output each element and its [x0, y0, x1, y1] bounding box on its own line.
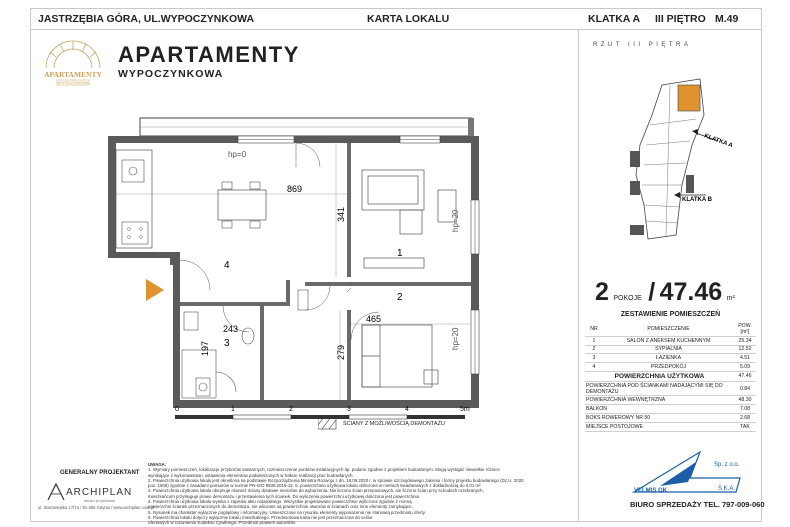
rooms-count: 2 [595, 278, 609, 306]
floor-label: III PIĘTRO [655, 13, 706, 25]
extra-label: MIEJSCE POSTOJOWE [585, 422, 734, 431]
table-row [585, 354, 756, 363]
scale-tick-3: 3 [347, 406, 351, 413]
archiplan-name: ARCHIPLAN [66, 487, 133, 498]
row-area: 25.34 [734, 336, 756, 345]
table-row [585, 414, 756, 423]
window-label-hp0: hp=0 [228, 150, 247, 159]
usable-area-label: POWIERZCHNIA UŻYTKOWA [585, 371, 734, 381]
note-line: 6. Powierzchnia lokalu dotyczy wyłącznie lokalu mieszkalnego. Przedmiotowa karta nie jest przeznaczona do celów [148, 514, 373, 520]
key-plan [600, 55, 750, 260]
extra-label: POWIERZCHNIA WEWNĘTRZNA [585, 396, 734, 405]
unit-headline: 2 POKOJE / 47.46 m² [595, 278, 735, 306]
notes-title: UWAGA: [148, 462, 167, 467]
dimension-341: 341 [336, 206, 346, 222]
note-line: mieszkańcom przysługuje prawo demontażu i przestawienia tych ścianek. Do wyliczenia powierzchni użytkowej doliczona jest powierzchnia [148, 493, 419, 499]
notes-block [148, 462, 614, 526]
table-row [585, 422, 756, 431]
keyplan-unit-highlight [678, 85, 700, 111]
row-name: ŁAZIENKA [603, 354, 734, 363]
room-number-4: 4 [224, 260, 230, 271]
extra-value: 48.30 [734, 396, 756, 405]
brand-logo [36, 36, 110, 94]
logo-sub-wordmark: WYPOCZYNKOWA [57, 81, 89, 85]
usable-area-row [585, 371, 756, 381]
keyplan-label-b: KLATKA B [682, 197, 712, 203]
keyplan-label-a: KLATKA A [703, 133, 734, 150]
extra-value: 2.68 [734, 414, 756, 423]
rooms-label: POKOJE [613, 295, 642, 302]
table-row [585, 405, 756, 414]
note-line: 1. Wymiary pomieszczeń, lokalizacje przyborów sanitarnych, rozmieszczenie punktów instalacyjnych itp. podano zgodnie z projektem budowlanym. Mogą wystąpić niewielkie różnice [148, 467, 500, 473]
developer-name: VELMIS GK [634, 488, 668, 494]
scale-tick-4: 4 [405, 406, 409, 413]
developer-suffix-bottom: S.K.A. [718, 486, 736, 492]
extra-label: BOKS ROWEROWY NR 50 [585, 414, 734, 423]
room-number-1: 1 [397, 248, 403, 259]
table-row [585, 381, 756, 396]
floor-plan [100, 110, 580, 415]
table-row [585, 363, 756, 372]
row-nr: 3 [585, 354, 603, 363]
summary-title: ZESTAWIENIE POMIESZCZEŃ [620, 311, 721, 318]
row-name: SYPIALNIA [603, 345, 734, 354]
row-name: SALON Z ANEKSEM KUCHENNYM [603, 336, 734, 345]
window-label-hp20-top: hp=20 [451, 209, 460, 232]
location-label: JASTRZĘBIA GÓRA, UL.WYPOCZYNKOWA [38, 13, 255, 25]
note-line: wynikające z wykonawstwa i ustawienia elementów podwieszonych w trakcie realizacji prac budowlanych. [148, 472, 354, 478]
note-line: ofertowych w rozumieniu Kodeksu Cywilnego. Przedmiot prawem autorskim. [148, 520, 297, 526]
col-area-header: POW. [m²] [734, 322, 756, 336]
col-room-header: POMIESZCZENIE [603, 322, 734, 336]
note-line: 5. Rysunek ma charakter wyłącznie poglądowy i informacyjny. Umieszczone na rysunku elementy wyposażenia nie stanowią przedmiotu oferty. [148, 509, 426, 515]
demolish-legend-text: ŚCIANY Z MOŻLIWOŚCIĄ DEMONTAŻU [343, 421, 445, 427]
room-number-2: 2 [397, 292, 403, 303]
archiplan-tagline: studio projektowe [84, 498, 116, 503]
developer-suffix-top: Sp. z o.o. [714, 462, 740, 468]
dimension-869: 869 [287, 184, 303, 194]
window-label-hp20-bottom: hp=20 [451, 327, 460, 350]
dimension-197: 197 [200, 340, 210, 356]
scale-tick-1: 1 [231, 406, 235, 413]
general-designer-label: GENERALNY PROJEKTANT [60, 470, 140, 476]
extra-label: POWIERZCHNIA POD ŚCIANKAMI NADAJĄCYMI SIĘ DO DEMONTAŻU [585, 381, 734, 396]
demolish-legend [318, 417, 338, 436]
extra-value: 7.08 [734, 405, 756, 414]
sales-office: BIURO SPRZEDAŻY TEL. 797-009-060 [630, 500, 765, 509]
row-area: 5.09 [734, 363, 756, 372]
note-line: poz. 1609) zgodnie z zasadami pomiarów w normie PN-ISO 9836:2015-12. 5. powierzchnia użytkowa lokalu obliczona w metrach kwadratowych z dokładnością do 0,01 m² [148, 483, 481, 489]
table-row [585, 396, 756, 405]
scale-tick-5m: 5m [460, 406, 470, 413]
area-unit: m² [726, 295, 735, 302]
note-line: 3. Powierzchnia użytkowa lokalu obejmuje również ściany działowe nienośne do wyburzenia. Nie liczono ścian przepustowych, nie liczono ścian przy schodach rozebranych, [148, 488, 484, 494]
row-name: PRZEDPOKÓJ [603, 363, 734, 372]
brand-title: APARTAMENTY [118, 42, 300, 67]
summary-table [585, 322, 756, 432]
scale-tick-2: 2 [289, 406, 293, 413]
card-title: KARTA LOKALU [367, 13, 450, 25]
developer-logo [630, 448, 750, 501]
keyplan-title: RZUT III PIĘTRA [593, 42, 692, 48]
row-nr: 4 [585, 363, 603, 372]
dimension-465: 465 [366, 314, 382, 324]
extra-label: BALKON [585, 405, 734, 414]
row-area: 4.51 [734, 354, 756, 363]
row-area: 12.52 [734, 345, 756, 354]
header-bar [30, 8, 762, 30]
row-nr: 1 [585, 336, 603, 345]
usable-area-value: 47.46 [734, 371, 756, 381]
dimension-243: 243 [223, 324, 239, 334]
entrance-marker [146, 279, 166, 306]
table-row [585, 336, 756, 345]
row-nr: 2 [585, 345, 603, 354]
unit-label: M.49 [715, 13, 739, 25]
logo-wordmark: APARTAMENTY [44, 70, 102, 79]
total-area: 47.46 [659, 278, 723, 306]
col-nr-header: NR [585, 322, 603, 336]
note-line: 2. Powierzchnia użytkowa lokalu jest określona na podstawie Rozporządzenia Ministra Rozwoju z dn. 18.09.2020 r. w sprawie szczegółowego zakresu i formy projektu budowlanego (Dz.U. 2020 [148, 477, 524, 483]
staircase-label: KLATKA A [588, 13, 641, 25]
dimension-279: 279 [336, 344, 346, 360]
note-line: powierzchni ścianek przeznaczonych do demontażu, nie wliczane są powierzchnie otworów w ścianach oraz inne elementy zamykające. [148, 504, 413, 510]
table-row [585, 345, 756, 354]
brand-subtitle: WYPOCZYNKOWA [118, 68, 224, 80]
extra-value: TAK [734, 422, 756, 431]
note-line: 4. Powierzchnia użytkowa lokalu wynika z zapisów aktu notarialnego. Wszystkie projektowane powierzchnie wyliczone zgodnie z normą [148, 499, 412, 505]
designer-address: ul. Starowiejska 17/7a / 81-356 Gdynia / www.archiplan.com.pl [38, 505, 154, 510]
room-number-3: 3 [224, 338, 230, 349]
extra-value: 0.84 [734, 381, 756, 396]
scale-tick-0: 0 [175, 406, 179, 413]
